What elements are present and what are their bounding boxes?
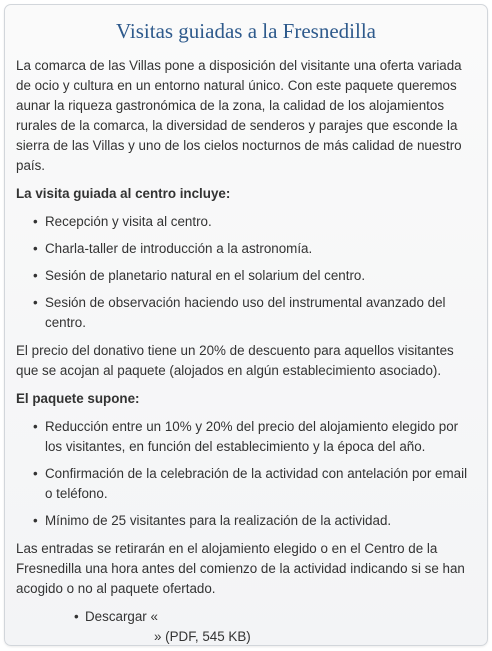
tickets-paragraph: Las entradas se retirarán en el alojamiento elegido o en el Centro de la Fresnedilla una hora antes del comienzo de la actividad indicando si se han acogido o no al paquete ofertado. [16, 541, 465, 596]
article-body [5, 44, 487, 651]
list-item: • Reducción entre un 10% y 20% del precio del alojamiento elegido por los visitantes, en función del establecimiento y la época del año. [33, 419, 459, 454]
page-title: Visitas guiadas a la Fresnedilla [115, 19, 376, 43]
download-file-info: » (PDF, 545 KB) [154, 629, 251, 644]
visit-heading: La visita guiada al centro incluye: [16, 186, 231, 201]
package-list [16, 417, 473, 531]
list-item: • Sesión de observación haciendo uso del instrumental avanzado del centro. [33, 295, 446, 330]
package-heading: El paquete supone: [16, 391, 140, 406]
list-item: • Mínimo de 25 visitantes para la realización de la actividad. [34, 511, 473, 531]
bullet-icon: • [33, 241, 38, 256]
download-item [74, 607, 473, 651]
list-item: • Sesión de planetario natural en el solarium del centro. [34, 266, 473, 286]
content-card [4, 4, 488, 646]
bullet-icon: • [74, 609, 79, 624]
bullet-icon: • [33, 513, 38, 528]
intro-paragraph: La comarca de las Villas pone a disposición del visitante una oferta variada de ocio y cultura en un entorno natural único. Con este paquete queremos aunar la riqueza gastronómica de la zona, la calidad de los alojamientos rurales de la comarca, la diversidad de senderos y parajes que esconde la sierra de las Villas y uno de los cielos nocturnos de más calidad de nuestro país. [16, 58, 462, 173]
list-item: • Confirmación de la celebración de la actividad con antelación por email o teléfono. [33, 466, 468, 501]
list-item: • Charla-taller de introducción a la astronomía. [34, 239, 473, 259]
bullet-icon: • [33, 268, 38, 283]
bullet-icon: • [33, 295, 38, 310]
bullet-icon: • [33, 214, 38, 229]
bullet-icon: • [33, 466, 38, 481]
price-paragraph: El precio del donativo tiene un 20% de descuento para aquellos visitantes que se acojan al paquete (alojados en algún establecimiento asociado). [16, 343, 454, 378]
download-link[interactable]: Descargar « [85, 609, 158, 624]
bullet-icon: • [33, 419, 38, 434]
visit-list [16, 212, 473, 333]
list-item: • Recepción y visita al centro. [34, 212, 473, 232]
